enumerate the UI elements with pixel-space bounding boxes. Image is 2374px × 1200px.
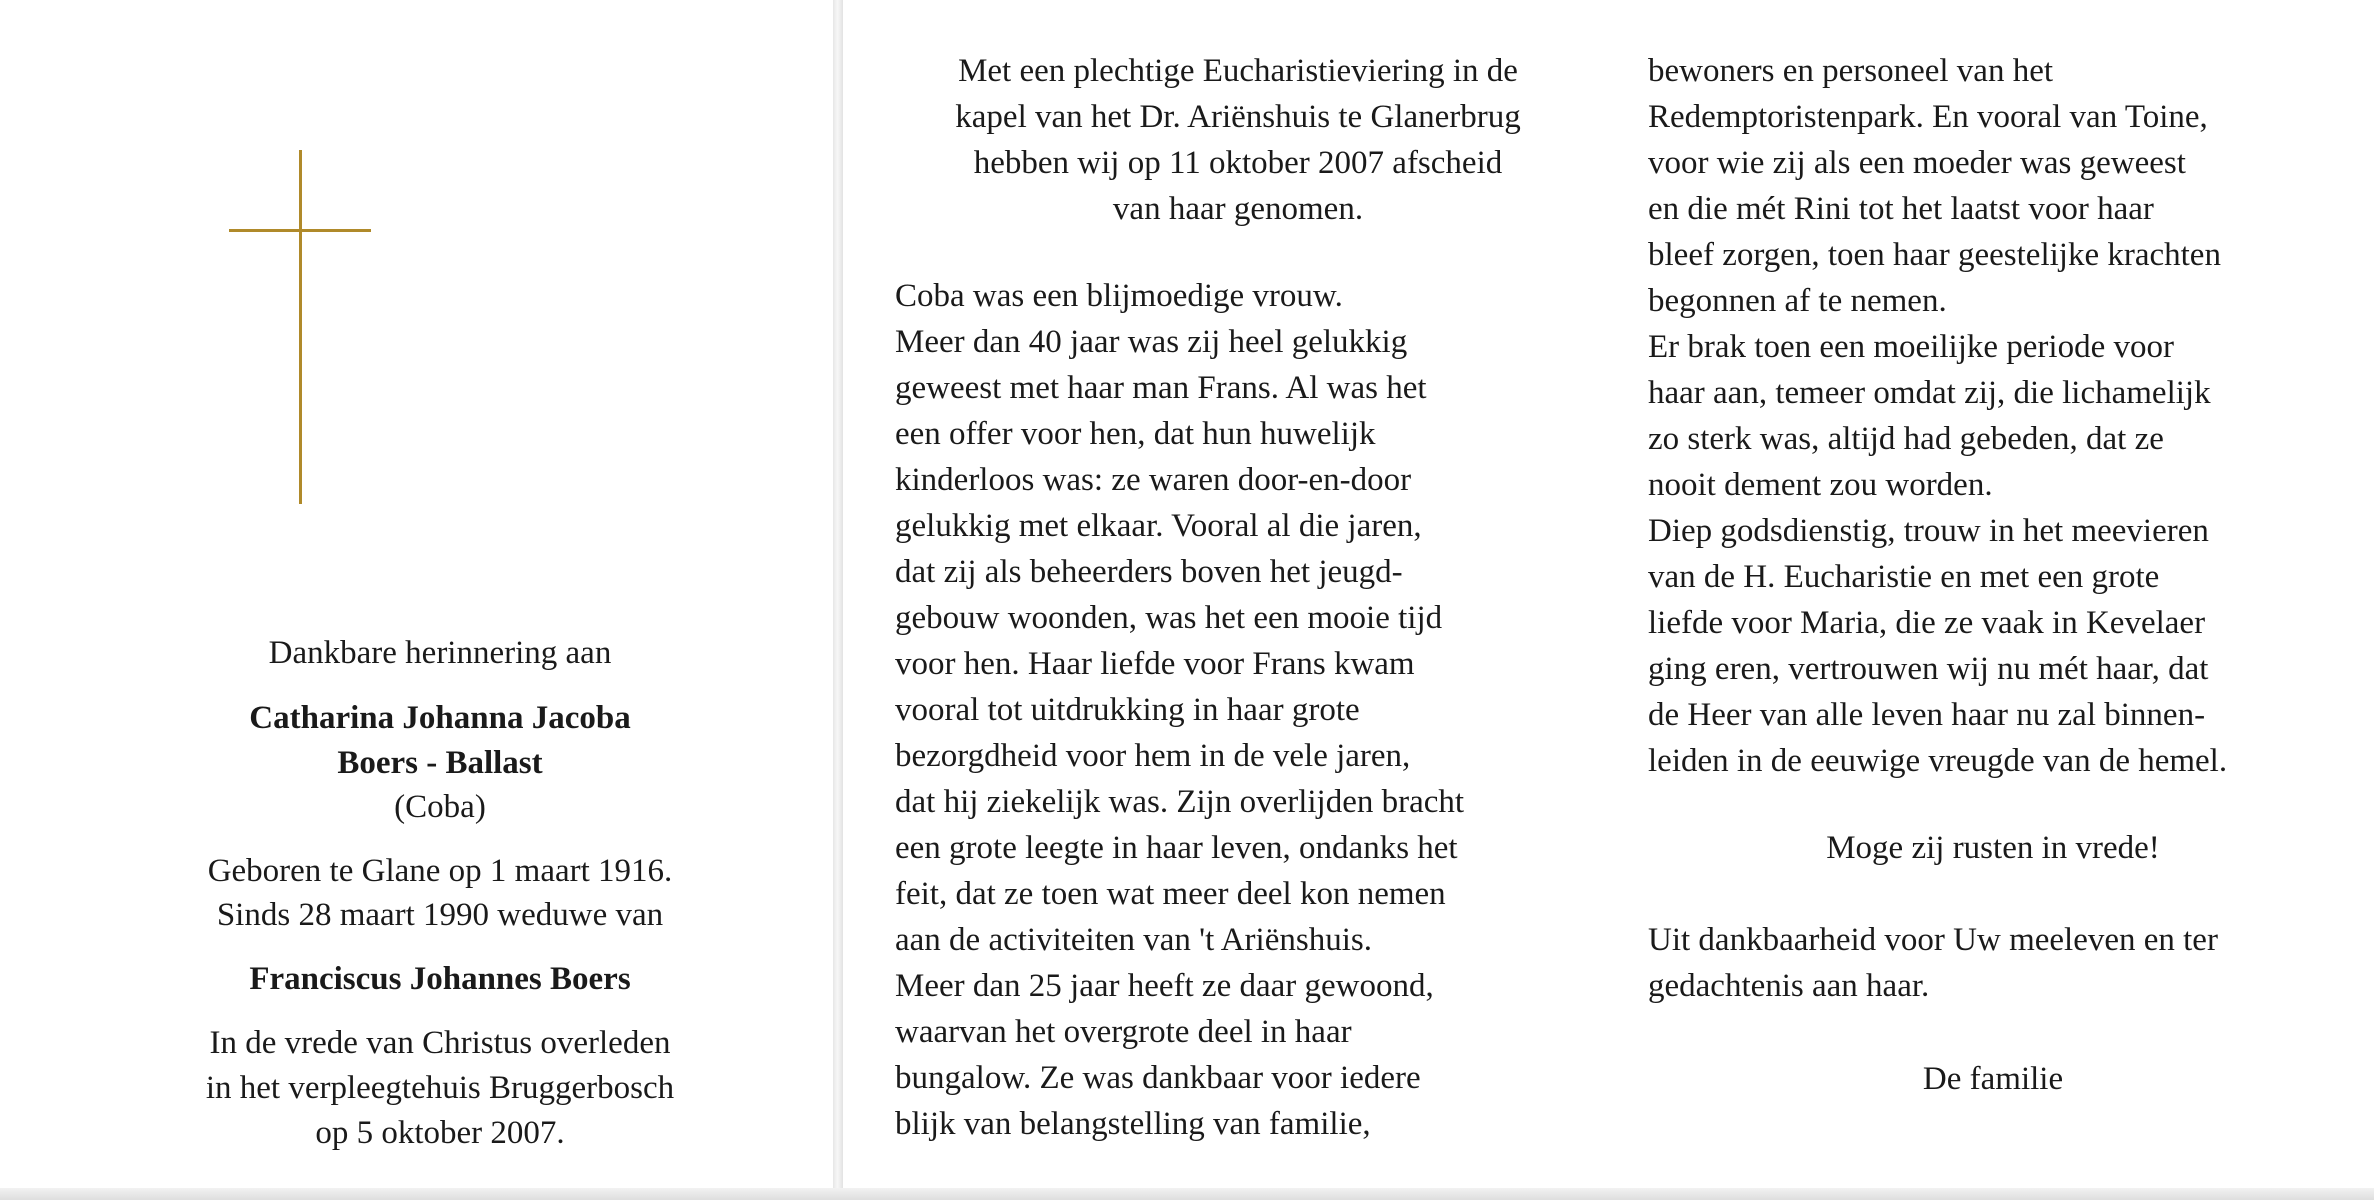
card-front-panel — [0, 0, 833, 1190]
birth-info: Geboren te Glane op 1 maart 1916. — [207, 853, 673, 889]
cross-icon — [229, 150, 371, 504]
thanks-text: Uit dankbaarheid voor Uw meeleven en ter gedachtenis aan haar. — [1648, 922, 2218, 1004]
family-signature: De familie — [1922, 1061, 2064, 1097]
memorial-text-part2: bewoners en personeel van het Redemptoristenpark. En vooral van Toine, voor wie zij als een moeder was geweest en die mét Rini tot het laatst voor haar bleef zorgen, toen haar geestelijke krachten begonnen af te nemen. Er brak toen een moeilijke periode voor haar aan, temeer omdat zij, die lichamelijk zo sterk was, altijd had gebeden, dat ze nooit dement zou worden. Diep godsdienstig, trouw in het meevieren van de H. Eucharistie en met een grote liefde voor Maria, die ze vaak in Kevelaer ging eren, vertrouwen wij nu mét haar, dat de Heer van alle leven haar nu zal binnen- leiden in de eeuwige vreugde van de hemel. — [1648, 53, 2228, 779]
deceased-name-line2: Boers - Ballast — [337, 745, 543, 781]
dedication-intro: Dankbare herinnering aan — [268, 635, 612, 671]
death-info-line3: op 5 oktober 2007. — [315, 1115, 565, 1151]
deceased-name-line1: Catharina Johanna Jacoba — [249, 700, 631, 736]
card-fold — [833, 0, 843, 1200]
service-heading: Met een plechtige Eucharistieviering in de kapel van het Dr. Ariënshuis te Glanerbrug hebben wij op 11 oktober 2007 afscheid van haar genomen. — [955, 53, 1521, 227]
deceased-nickname: (Coba) — [394, 789, 486, 825]
card-inside-panel — [843, 0, 2374, 1190]
memorial-text-part1: Coba was een blijmoedige vrouw. Meer dan 40 jaar was zij heel gelukkig geweest met haar man Frans. Al was het een offer voor hen, dat hun huwelijk kinderloos was: ze waren door-en-door gelukkig met elkaar. Vooral al die jaren, dat zij als beheerders boven het jeugd- gebouw woonden, was het een mooie tijd voor hen. Haar liefde voor Frans kwam vooral tot uitdrukking in haar grote bezorgdheid voor hem in de vele jaren, dat hij ziekelijk was. Zijn overlijden bracht een grote leegte in haar leven, ondanks het feit, dat ze toen wat meer deel kon nemen aan de activiteiten van 't Ariënshuis. Meer dan 25 jaar heeft ze daar gewoond, waarvan het overgrote deel in haar bungalow. Ze was dankbaar voor iedere blijk van belangstelling van familie, — [895, 278, 1465, 1142]
scan-edge — [0, 1188, 2374, 1200]
rest-in-peace: Moge zij rusten in vrede! — [1826, 830, 2160, 866]
death-info-line1: In de vrede van Christus overleden — [209, 1025, 671, 1061]
spouse-name: Franciscus Johannes Boers — [249, 961, 631, 997]
widow-info: Sinds 28 maart 1990 weduwe van — [216, 897, 664, 933]
death-info-line2: in het verpleegtehuis Bruggerbosch — [205, 1070, 675, 1106]
